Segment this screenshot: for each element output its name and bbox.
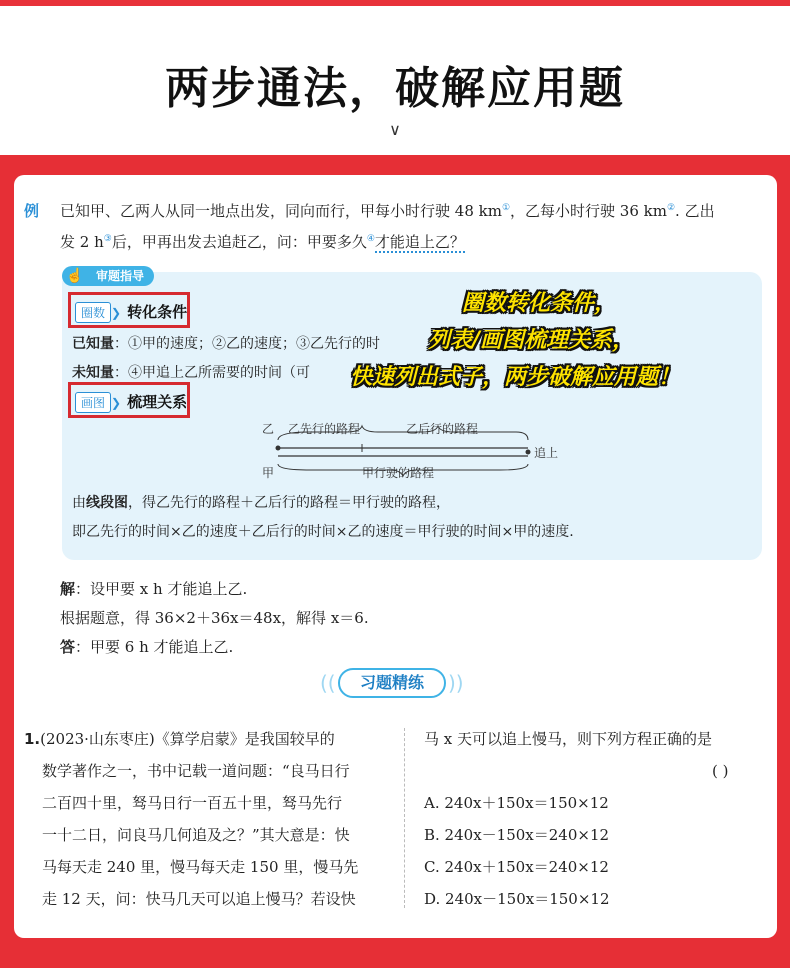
marker-4: ④ [366, 234, 375, 244]
step2-title: 梳理关系 [127, 393, 188, 411]
conclusion-text: ，得乙先行的路程＋乙后行的路程＝甲行驶的路程， [128, 495, 450, 511]
chevron-down-icon: ∨ [389, 120, 401, 139]
example-text: . 乙出 [675, 202, 715, 220]
unknown-line [72, 362, 310, 382]
option-b[interactable]: B. 240x－150x＝240×12 [424, 826, 610, 844]
pointer-icon: ☝ [66, 268, 84, 284]
guide-tab: 审题指导 [62, 266, 154, 286]
headline-wrap [0, 52, 790, 116]
answer-bracket: ( ) [712, 762, 729, 780]
diagram-seg2: 乙后行的路程 [406, 422, 479, 436]
known-text: ：①甲的速度；②乙的速度；③乙先行的时 [114, 336, 380, 352]
chevron-right-icon: ❯ [111, 306, 122, 320]
question-line [24, 728, 335, 749]
example-line-1 [60, 200, 715, 221]
callout-line-1: 圈数转化条件， [462, 291, 617, 316]
question-line: 走 12 天，问：快马几天可以追上慢马？若设快 [42, 890, 356, 908]
example-label: 例 [24, 202, 40, 220]
callout-line-2: 列表/画图梳理关系， [428, 328, 635, 353]
solution-equation: 根据题意，得 36×2＋36x＝48x，解得 x＝6. [60, 609, 369, 627]
diagram-end-label: 追上 [534, 446, 559, 460]
diagram-seg1: 乙先行的路程 [288, 422, 361, 436]
question-line: 一十二日，问良马几何追及之？”其大意是：快 [42, 826, 350, 844]
marker-1: ① [501, 203, 511, 213]
solution-label: 解 [60, 580, 76, 598]
diagram-label-yi: 乙 [262, 422, 275, 436]
conclusion-line-2: 即乙先行的时间×乙的速度＋乙后行的时间×乙的速度＝甲行驶的时间×甲的速度. [72, 524, 574, 540]
known-line [72, 333, 380, 353]
example-text: 已知甲、乙两人从同一地点出发，同向而行，甲每小时行驶 48 km [60, 202, 502, 220]
step1-title: 转化条件 [127, 303, 188, 321]
example-text: 发 2 h [60, 233, 104, 251]
question-number: 1. [24, 730, 41, 748]
example-text: ，乙每小时行驶 36 km [510, 202, 667, 220]
point-meet [526, 450, 531, 455]
answer-label: 答 [60, 638, 76, 656]
marker-3: ③ [103, 234, 112, 244]
option-a[interactable]: A. 240x＋150x＝150×12 [424, 794, 609, 812]
example-text: 后，甲再出发去追赶乙，问：甲要多久 [111, 233, 367, 251]
unknown-text: ：④甲追上乙所需要的时间（可 [114, 365, 310, 381]
answer-text: ：甲要 6 h 才能追上乙. [75, 638, 234, 656]
step2-heading [75, 391, 187, 413]
deco-right-icon: )) [448, 671, 464, 695]
marker-2: ② [666, 203, 676, 213]
option-c[interactable]: C. 240x＋150x＝240×12 [424, 858, 609, 876]
unknown-label: 未知量 [72, 365, 114, 381]
callout-line-3: 快速列出式子，两步破解应用题！ [350, 365, 681, 390]
known-label: 已知量 [72, 336, 114, 352]
step1-heading [75, 301, 187, 323]
example-text: 才能追上乙？ [374, 233, 465, 251]
solution-text: ：设甲要 x h 才能追上乙. [75, 580, 248, 598]
column-divider [404, 728, 405, 908]
top-red-bar [0, 0, 790, 6]
solution-line-1 [60, 578, 247, 599]
conclusion-keyword: 线段图 [86, 495, 128, 511]
step1-tag: 圈数 [75, 302, 111, 323]
point-start [276, 446, 281, 451]
answer-line [60, 636, 233, 657]
diagram-label-jia: 甲 [262, 466, 275, 480]
question-line: 马每天走 240 里，慢马每天走 150 里，慢马先 [42, 858, 359, 876]
segment-diagram [250, 418, 580, 482]
option-d[interactable]: D. 240x－150x＝150×12 [424, 890, 610, 908]
practice-heading [320, 666, 464, 700]
question-text: (2023·山东枣庄)《算学启蒙》是我国较早的 [40, 730, 335, 748]
page-title: 两步通法，破解应用题 [165, 52, 625, 116]
question-line: 二百四十里，驽马日行一百五十里，驽马先行 [42, 794, 343, 812]
diagram-seg-bottom: 甲行驶的路程 [362, 466, 435, 480]
practice-title: 习题精练 [338, 668, 446, 698]
deco-left-icon: (( [320, 671, 336, 695]
example-line-2 [60, 231, 465, 252]
question-line: 马 x 天可以追上慢马，则下列方程正确的是 [424, 730, 712, 748]
question-line: 数学著作之一，书中记载一道问题：“良马日行 [42, 762, 350, 780]
step2-tag: 画图 [75, 392, 111, 413]
conclusion-line-1 [72, 492, 450, 512]
conclusion-text: 由 [72, 495, 86, 511]
chevron-right-icon: ❯ [111, 396, 122, 410]
